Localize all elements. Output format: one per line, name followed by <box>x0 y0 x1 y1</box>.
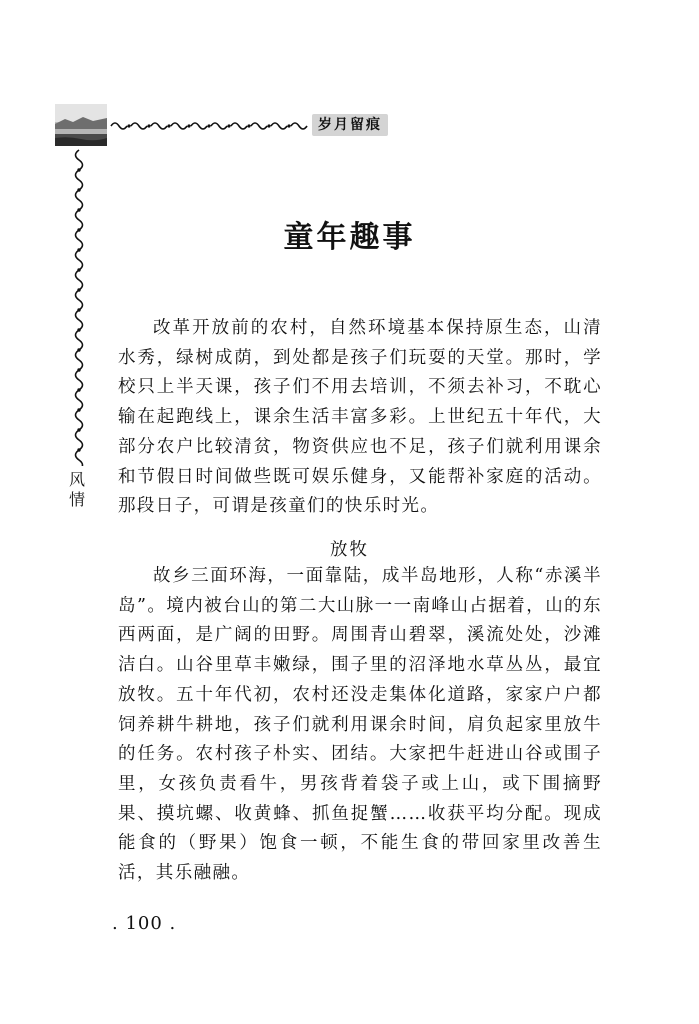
header-ornament-border <box>109 118 309 134</box>
section-paragraph: 故乡三面环海，一面靠陆，成半岛地形，人称“赤溪半岛”。境内被台山的第二大山脉一一南峰山占据着，山的东西两面，是广阔的田野。周围青山碧翠，溪流处处，沙滩洁白。山谷里草丰嫩绿，围子里的沼泽地水草丛丛，最宜放牧。五十年代初，农村还没走集体化道路，家家户户都饲养耕牛耕地，孩子们就利用课余时间，肩负起家里放牛的任务。农村孩子朴实、团结。大家把牛赶进山谷或围子里，女孩负责看牛，男孩背着袋子或上山，或下围摘野果、摸坑螺、收黄蜂、抓鱼捉蟹……收获平均分配。现成能食的（野果）饱食一顿，不能生食的带回家里改善生活，其乐融融。 <box>118 566 602 884</box>
header-landscape-photo <box>55 104 107 146</box>
section-label-badge: 岁月留痕 <box>312 114 388 136</box>
side-category-label <box>64 470 90 510</box>
intro-paragraph: 改革开放前的农村，自然环境基本保持原生态，山清水秀，绿树成荫，到处都是孩子们玩耍的天堂。那时，学校只上半天课，孩子们不用去培训，不须去补习，不耽心输在起跑线上，课余生活丰富多彩。上世纪五十年代，大部分农户比较清贫，物资供应也不足，孩子们就利用课余和节假日时间做些既可娱乐健身，又能帮补家庭的活动。那段日子，可谓是孩童们的快乐时光。 <box>118 318 602 517</box>
side-label-char-1: 风 <box>68 470 85 489</box>
section-heading: 放牧 <box>330 540 369 560</box>
side-label-char-2: 情 <box>68 490 85 509</box>
landscape-icon <box>55 104 107 146</box>
page-number: . 100 . <box>112 913 177 934</box>
side-ornament-border <box>69 148 89 466</box>
article-title: 童年趣事 <box>283 220 416 255</box>
